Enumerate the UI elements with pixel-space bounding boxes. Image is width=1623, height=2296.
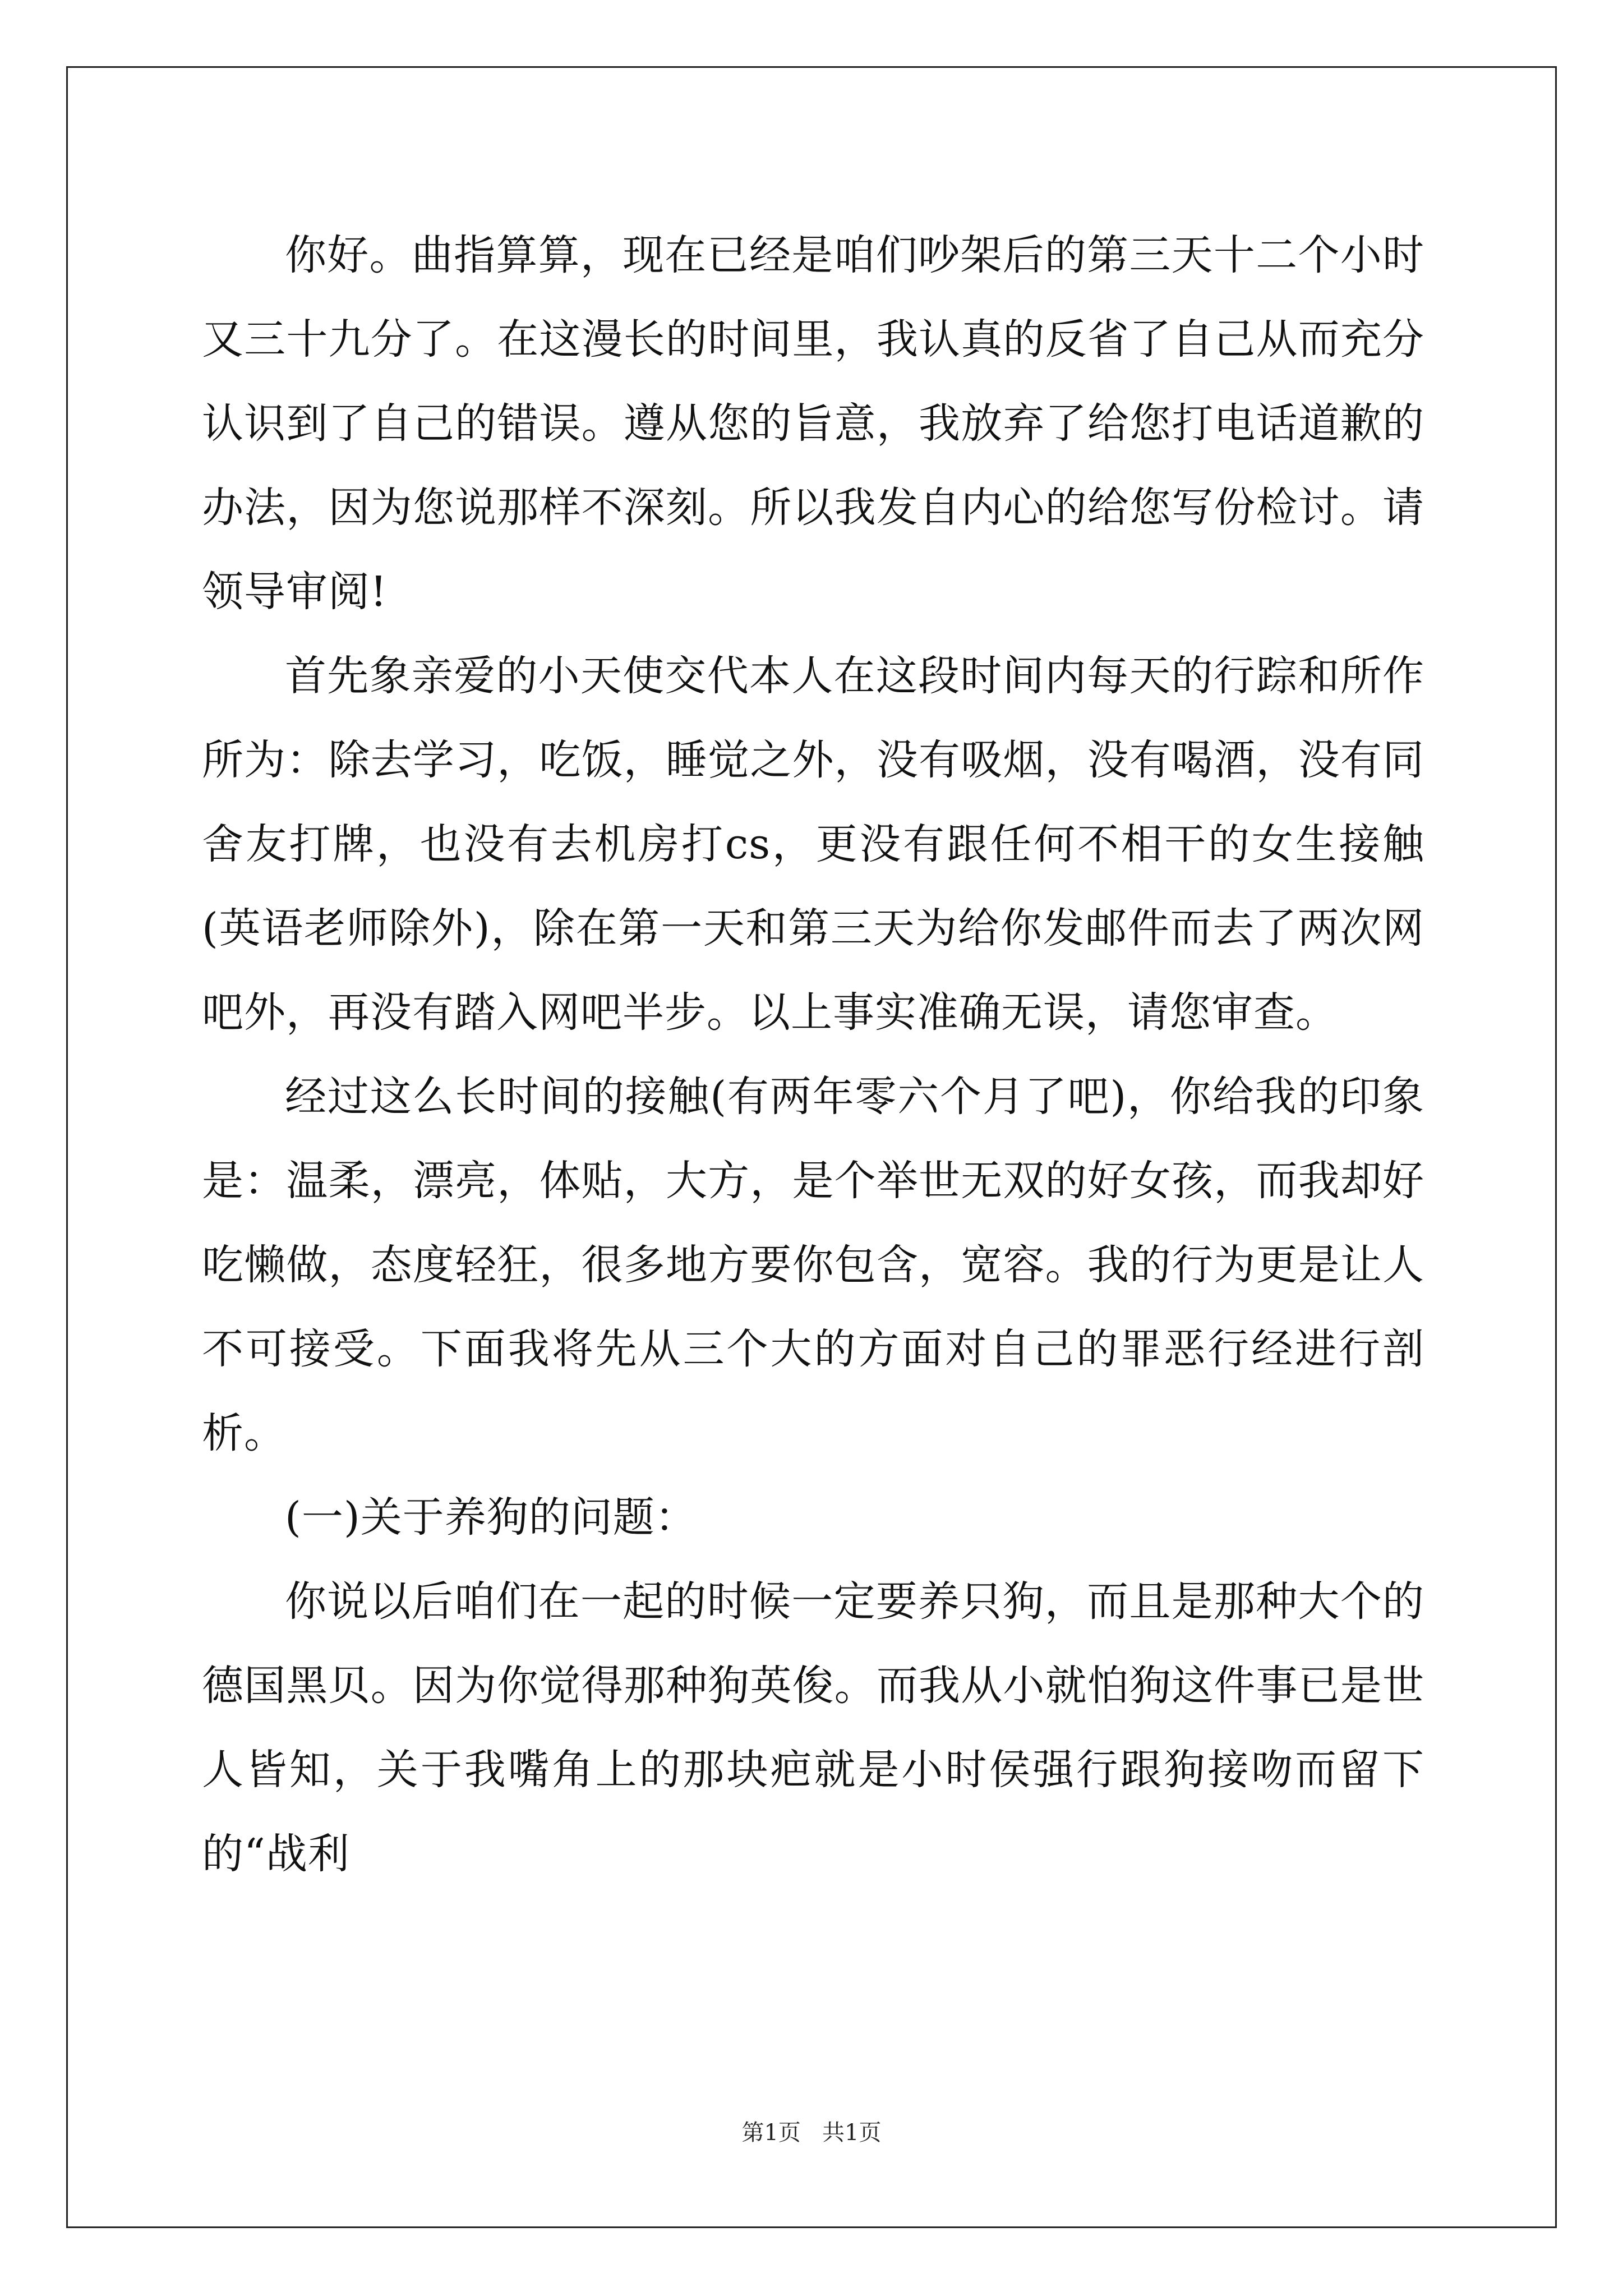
paragraph-whereabouts: 首先象亲爱的小天使交代本人在这段时间内每天的行踪和所作所为：除去学习，吃饭，睡觉之外，没有吸烟，没有喝酒，没有同舍友打牌，也没有去机房打cs，更没有跟任何不相干的女生接触(英语老师除外)，除在第一天和第三天为给你发邮件而去了两次网吧外，再没有踏入网吧半步。以上事实准确无误，请您审查。 [202,652,1424,1037]
document-body [202,213,1424,1896]
paragraph-dog: 你说以后咱们在一起的时候一定要养只狗，而且是那种大个的德国黑贝。因为你觉得那种狗英俊。而我从小就怕狗这件事已是世人皆知，关于我嘴角上的那块疤就是小时侯强行跟狗接吻而留下的“战利 [202,1577,1424,1878]
paragraph-impression: 经过这么长时间的接触(有两年零六个月了吧)，你给我的印象是：温柔，漂亮，体贴，大方，是个举世无双的好女孩，而我却好吃懒做，态度轻狂，很多地方要你包含，宽容。我的行为更是让人不可接受。下面我将先从三个大的方面对自己的罪恶行经进行剖析。 [202,1073,1424,1457]
paragraph-greeting: 你好。曲指算算，现在已经是咱们吵架后的第三天十二个小时又三十九分了。在这漫长的时间里，我认真的反省了自己从而充分认识到了自己的错误。遵从您的旨意，我放弃了给您打电话道歉的办法，因为您说那样不深刻。所以我发自内心的给您写份检讨。请领导审阅! [202,231,1424,616]
section-heading-dog: (一)关于养狗的问题： [285,1493,697,1542]
page-footer: 第1页 共1页 [741,2120,882,2146]
